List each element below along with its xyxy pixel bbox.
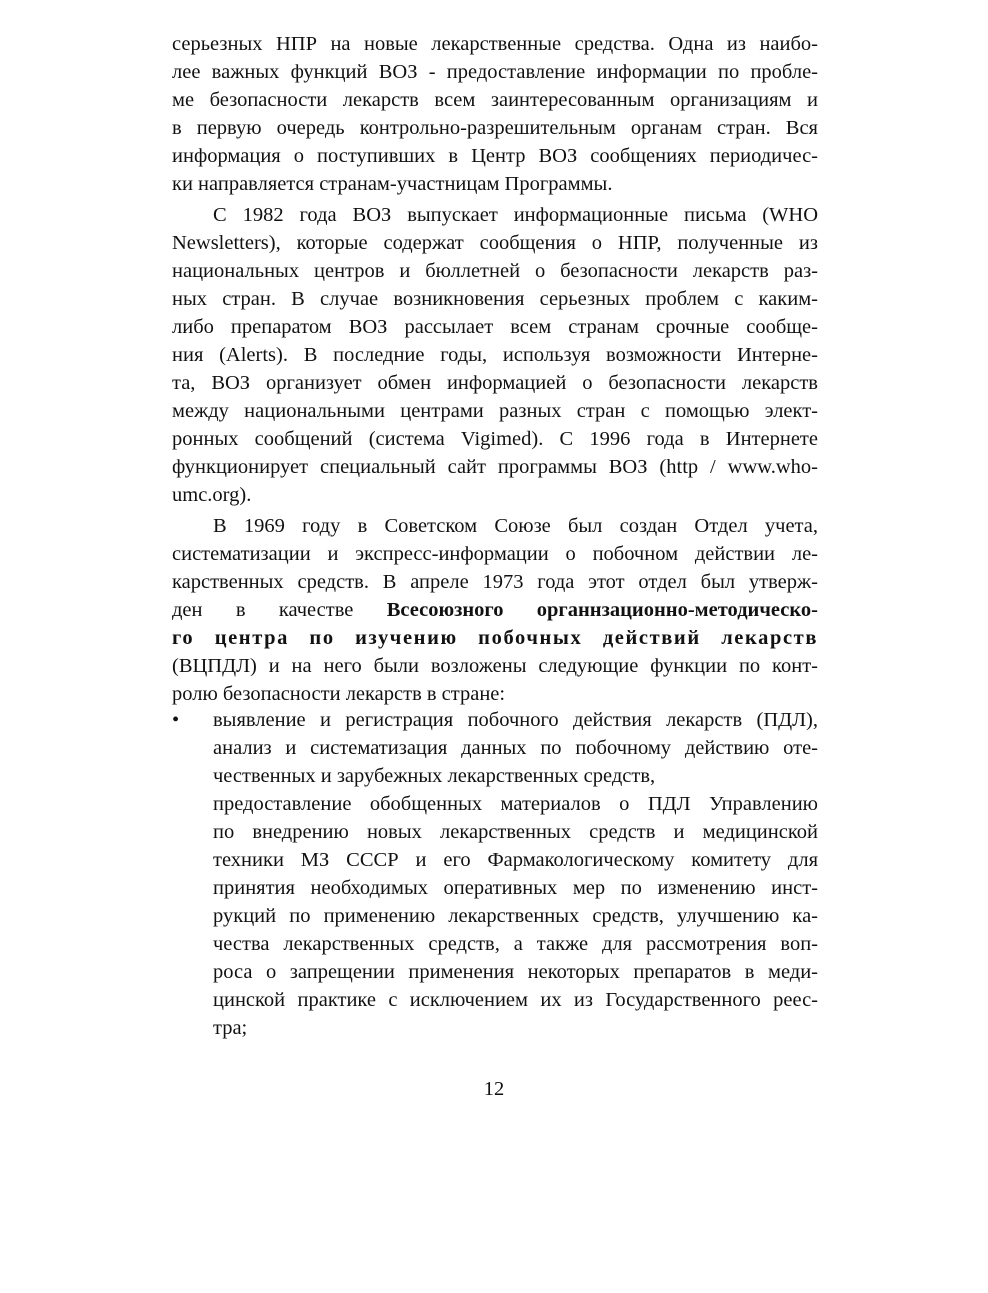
paragraph-1-line-2: лее важных функций ВОЗ - предоставление информации по пробле- <box>172 61 818 83</box>
list-item-line-9: чества лекарственных средств, а также для рассмотрения воп- <box>213 933 818 955</box>
paragraph-1-line-4: в первую очередь контрольно-разрешительным органам стран. Вся <box>172 117 818 139</box>
paragraph-3-line-6: (ВЦПДЛ) и на него были возложены следующие функции по конт- <box>172 655 818 677</box>
paragraph-2-line-10: функционирует специальный сайт программы ВОЗ (http / www.who- <box>172 456 818 478</box>
paragraph-2-line-9: ронных сообщений (система Vigimed). С 1996 года в Интернете <box>172 428 818 450</box>
page-number: 12 <box>483 1078 505 1100</box>
paragraph-2-line-5: либо препаратом ВОЗ рассылает всем странам срочные сообще- <box>172 316 818 338</box>
list-item-line-4: предоставление обобщенных материалов о ПДЛ Управлению <box>213 793 818 815</box>
paragraph-2-line-3: национальных центров и бюллетней о безопасности лекарств раз- <box>172 260 818 282</box>
paragraph-2-line-6: ния (Alerts). В последние годы, используя возможности Интерне- <box>172 344 818 366</box>
paragraph-3-line-3: карственных средств. В апреле 1973 года этот отдел был утверж- <box>172 571 818 593</box>
list-bullet: • <box>172 709 180 731</box>
paragraph-2-line-8: между национальными центрами разных стран с помощью элект- <box>172 400 818 422</box>
organization-name-part-1: Всесоюзного органнзационно-методическо- <box>386 599 818 621</box>
paragraph-3-line-4 <box>172 596 818 624</box>
paragraph-1-line-6: ки направляется странам-участницам Программы. <box>172 173 613 195</box>
list-item-line-11: цинской практике с исключением их из Государственного реес- <box>213 989 818 1011</box>
paragraph-2-line-11: umc.org). <box>172 484 252 506</box>
paragraph-3-line-5 <box>172 624 818 652</box>
list-item-line-7: принятия необходимых оперативных мер по изменению инст- <box>213 877 818 899</box>
paragraph-3-line-7: ролю безопасности лекарств в стране: <box>172 683 506 705</box>
paragraph-2-line-4: ных стран. В случае возникновения серьезных проблем с каким- <box>172 288 818 310</box>
paragraph-2-line-7: та, ВОЗ организует обмен информацией о безопасности лекарств <box>172 372 818 394</box>
list-item-line-5: по внедрению новых лекарственных средств и медицинской <box>213 821 818 843</box>
list-item-line-3: чественных и зарубежных лекарственных средств, <box>213 765 656 787</box>
list-item-line-10: роса о запрещении применения некоторых препаратов в меди- <box>213 961 818 983</box>
paragraph-2-line-2: Newsletters), которые содержат сообщения о НПР, полученные из <box>172 232 818 254</box>
paragraph-1-line-3: ме безопасности лекарств всем заинтересованным организациям и <box>172 89 818 111</box>
list-item-line-8: рукций по применению лекарственных средств, улучшению ка- <box>213 905 818 927</box>
paragraph-3-line-1: В 1969 году в Советском Союзе был создан Отдел учета, <box>213 515 818 537</box>
list-item-line-1: выявление и регистрация побочного действия лекарств (ПДЛ), <box>213 709 818 731</box>
organization-name-part-2: го центра по изучению побочных действий лекарств <box>172 627 818 649</box>
list-item-line-12: тра; <box>213 1017 248 1039</box>
paragraph-1-line-1: серьезных НПР на новые лекарственные средства. Одна из наибо- <box>172 33 818 55</box>
list-item-line-2: анализ и систематизация данных по побочному действию оте- <box>213 737 818 759</box>
paragraph-3-line-4-prefix: ден в качестве <box>172 599 354 621</box>
paragraph-2-line-1: С 1982 года ВОЗ выпускает информационные письма (WHO <box>213 204 818 226</box>
paragraph-3-line-2: систематизации и экспресс-информации о побочном действии ле- <box>172 543 818 565</box>
list-item-line-6: техники МЗ СССР и его Фармакологическому комитету для <box>213 849 818 871</box>
paragraph-1-line-5: информация о поступивших в Центр ВОЗ сообщениях периодичес- <box>172 145 818 167</box>
